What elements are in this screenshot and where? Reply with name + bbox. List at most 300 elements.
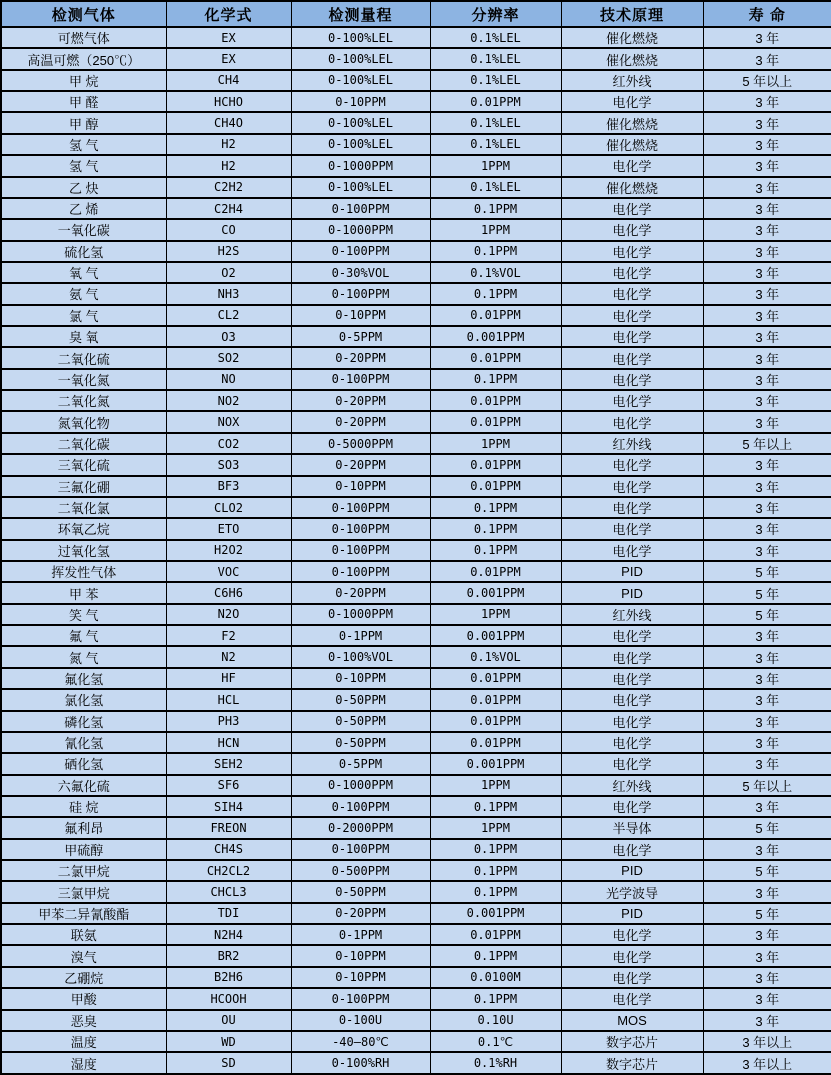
table-row [1,839,831,860]
cell-range: 0-100PPM [291,198,430,219]
cell-principle: 电化学 [561,625,703,646]
col-header-range: 检测量程 [291,1,430,27]
cell-range: 0-10PPM [291,91,430,112]
cell-resolution: 0.1PPM [430,860,561,881]
table-row [1,625,831,646]
cell-gas-name: 甲 醛 [1,91,166,112]
cell-range: 0-1PPM [291,625,430,646]
cell-lifespan: 3 年 [703,347,831,368]
table-row [1,582,831,603]
cell-principle: 电化学 [561,988,703,1009]
cell-resolution: 0.1PPM [430,497,561,518]
cell-formula: CHCL3 [166,881,291,902]
cell-gas-name: 二氯甲烷 [1,860,166,881]
cell-resolution: 0.1%LEL [430,70,561,91]
cell-principle: 电化学 [561,411,703,432]
cell-formula: C6H6 [166,582,291,603]
cell-principle: 电化学 [561,753,703,774]
cell-resolution: 0.001PPM [430,326,561,347]
table-row [1,112,831,133]
cell-formula: PH3 [166,711,291,732]
table-row [1,48,831,69]
cell-formula: O3 [166,326,291,347]
cell-principle: 光学波导 [561,881,703,902]
cell-formula: EX [166,48,291,69]
cell-principle: 数字芯片 [561,1031,703,1052]
cell-lifespan: 3 年 [703,497,831,518]
table-row [1,27,831,48]
table-row [1,860,831,881]
cell-formula: CL2 [166,305,291,326]
cell-resolution: 1PPM [430,155,561,176]
cell-range: 0-50PPM [291,881,430,902]
cell-principle: 电化学 [561,668,703,689]
cell-formula: CH2CL2 [166,860,291,881]
cell-principle: PID [561,903,703,924]
cell-lifespan: 3 年 [703,262,831,283]
cell-lifespan: 5 年以上 [703,70,831,91]
cell-resolution: 0.1PPM [430,283,561,304]
cell-formula: CH4 [166,70,291,91]
table-row [1,198,831,219]
table-row [1,70,831,91]
cell-lifespan: 3 年 [703,283,831,304]
cell-resolution: 0.01PPM [430,732,561,753]
cell-gas-name: 硅 烷 [1,796,166,817]
cell-principle: 催化燃烧 [561,134,703,155]
cell-gas-name: 氟 气 [1,625,166,646]
cell-gas-name: 二氧化碳 [1,433,166,454]
table-row [1,668,831,689]
cell-resolution: 0.1%LEL [430,134,561,155]
cell-gas-name: 甲 烷 [1,70,166,91]
cell-range: 0-100PPM [291,518,430,539]
cell-resolution: 1PPM [430,775,561,796]
cell-gas-name: 磷化氢 [1,711,166,732]
cell-resolution: 0.01PPM [430,689,561,710]
cell-gas-name: 氮 气 [1,646,166,667]
cell-principle: 电化学 [561,689,703,710]
cell-principle: 电化学 [561,518,703,539]
cell-lifespan: 3 年 [703,945,831,966]
cell-formula: N2H4 [166,924,291,945]
cell-formula: CLO2 [166,497,291,518]
cell-lifespan: 3 年 [703,390,831,411]
cell-range: 0-10PPM [291,945,430,966]
cell-range: 0-10PPM [291,476,430,497]
cell-resolution: 0.001PPM [430,625,561,646]
cell-gas-name: 一氧化氮 [1,369,166,390]
cell-gas-name: 甲 苯 [1,582,166,603]
cell-lifespan: 3 年 [703,924,831,945]
cell-gas-name: 氮氧化物 [1,411,166,432]
cell-principle: 电化学 [561,198,703,219]
cell-principle: 电化学 [561,497,703,518]
cell-resolution: 0.1PPM [430,518,561,539]
cell-range: 0-100PPM [291,369,430,390]
cell-lifespan: 5 年 [703,860,831,881]
cell-principle: PID [561,582,703,603]
cell-range: 0-100%LEL [291,70,430,91]
cell-lifespan: 3 年 [703,27,831,48]
table-row [1,881,831,902]
cell-gas-name: 二氧化氮 [1,390,166,411]
table-row [1,711,831,732]
cell-lifespan: 3 年 [703,988,831,1009]
cell-range: 0-5PPM [291,753,430,774]
cell-range: 0-50PPM [291,711,430,732]
cell-principle: 半导体 [561,817,703,838]
table-row [1,497,831,518]
table-row [1,561,831,582]
table-row [1,134,831,155]
cell-gas-name: 过氧化氢 [1,540,166,561]
cell-lifespan: 3 年 [703,454,831,475]
cell-range: 0-20PPM [291,454,430,475]
cell-principle: 电化学 [561,369,703,390]
cell-formula: EX [166,27,291,48]
table-row [1,646,831,667]
table-row [1,91,831,112]
cell-formula: CH4S [166,839,291,860]
table-row [1,1052,831,1074]
cell-formula: CO [166,219,291,240]
cell-formula: OU [166,1010,291,1031]
cell-gas-name: 溴气 [1,945,166,966]
cell-gas-name: 氟利昂 [1,817,166,838]
cell-gas-name: 氟化氢 [1,668,166,689]
cell-gas-name: 臭 氧 [1,326,166,347]
cell-resolution: 0.1%LEL [430,27,561,48]
cell-gas-name: 氯 气 [1,305,166,326]
cell-principle: 电化学 [561,91,703,112]
table-row [1,518,831,539]
table-row [1,326,831,347]
cell-principle: MOS [561,1010,703,1031]
cell-lifespan: 3 年 [703,241,831,262]
cell-range: 0-100PPM [291,497,430,518]
cell-gas-name: 乙 烯 [1,198,166,219]
cell-formula: NO [166,369,291,390]
cell-gas-name: 氰化氢 [1,732,166,753]
cell-lifespan: 3 年 [703,219,831,240]
cell-formula: O2 [166,262,291,283]
cell-resolution: 0.01PPM [430,390,561,411]
cell-resolution: 0.01PPM [430,305,561,326]
cell-range: 0-100%RH [291,1052,430,1074]
cell-gas-name: 硫化氢 [1,241,166,262]
table-row [1,369,831,390]
cell-resolution: 0.001PPM [430,903,561,924]
cell-formula: NOX [166,411,291,432]
cell-principle: 电化学 [561,219,703,240]
cell-principle: 电化学 [561,732,703,753]
cell-range: 0-10PPM [291,967,430,988]
cell-resolution: 0.1℃ [430,1031,561,1052]
cell-resolution: 0.001PPM [430,753,561,774]
cell-lifespan: 3 年 [703,753,831,774]
cell-principle: 电化学 [561,305,703,326]
cell-range: 0-1PPM [291,924,430,945]
cell-formula: SO2 [166,347,291,368]
cell-lifespan: 3 年 [703,646,831,667]
cell-principle: 电化学 [561,283,703,304]
cell-resolution: 0.01PPM [430,91,561,112]
cell-principle: 催化燃烧 [561,48,703,69]
cell-gas-name: 高温可燃（250℃） [1,48,166,69]
cell-principle: 电化学 [561,924,703,945]
cell-resolution: 1PPM [430,817,561,838]
cell-principle: 电化学 [561,454,703,475]
cell-lifespan: 3 年 [703,839,831,860]
table-row [1,732,831,753]
cell-lifespan: 3 年以上 [703,1031,831,1052]
table-row [1,155,831,176]
cell-principle: 电化学 [561,646,703,667]
cell-lifespan: 5 年 [703,582,831,603]
cell-resolution: 0.1PPM [430,881,561,902]
cell-range: 0-10PPM [291,305,430,326]
cell-principle: 电化学 [561,326,703,347]
col-header-principle: 技术原理 [561,1,703,27]
cell-resolution: 0.1PPM [430,988,561,1009]
cell-gas-name: 甲酸 [1,988,166,1009]
cell-range: 0-100PPM [291,241,430,262]
table-row [1,411,831,432]
cell-principle: 红外线 [561,775,703,796]
table-row [1,817,831,838]
cell-range: 0-1000PPM [291,604,430,625]
table-row [1,796,831,817]
cell-gas-name: 六氟化硫 [1,775,166,796]
cell-formula: BR2 [166,945,291,966]
cell-formula: H2 [166,134,291,155]
table-row [1,1010,831,1031]
cell-lifespan: 3 年 [703,91,831,112]
cell-principle: PID [561,561,703,582]
cell-formula: H2O2 [166,540,291,561]
cell-principle: 电化学 [561,945,703,966]
cell-range: 0-100PPM [291,839,430,860]
cell-principle: 电化学 [561,347,703,368]
cell-resolution: 0.1%LEL [430,48,561,69]
cell-principle: 电化学 [561,155,703,176]
cell-gas-name: 环氧乙烷 [1,518,166,539]
cell-formula: FREON [166,817,291,838]
cell-resolution: 0.1PPM [430,241,561,262]
cell-resolution: 0.1PPM [430,796,561,817]
cell-principle: 催化燃烧 [561,27,703,48]
cell-lifespan: 3 年 [703,711,831,732]
cell-range: 0-20PPM [291,903,430,924]
cell-gas-name: 笑 气 [1,604,166,625]
cell-formula: HF [166,668,291,689]
cell-range: 0-20PPM [291,390,430,411]
cell-resolution: 0.01PPM [430,454,561,475]
cell-formula: H2 [166,155,291,176]
cell-gas-name: 氢 气 [1,155,166,176]
cell-principle: 催化燃烧 [561,177,703,198]
table-row [1,433,831,454]
table-row [1,241,831,262]
cell-lifespan: 3 年 [703,305,831,326]
cell-resolution: 0.001PPM [430,582,561,603]
cell-resolution: 0.1%LEL [430,177,561,198]
table-row [1,283,831,304]
table-row [1,540,831,561]
cell-resolution: 0.1%LEL [430,112,561,133]
cell-resolution: 0.1PPM [430,839,561,860]
cell-formula: SEH2 [166,753,291,774]
table-row [1,1031,831,1052]
cell-range: 0-20PPM [291,411,430,432]
cell-resolution: 0.1%RH [430,1052,561,1074]
cell-range: 0-100%LEL [291,112,430,133]
cell-resolution: 1PPM [430,433,561,454]
cell-formula: C2H2 [166,177,291,198]
cell-resolution: 0.01PPM [430,347,561,368]
cell-lifespan: 3 年 [703,369,831,390]
cell-formula: H2S [166,241,291,262]
cell-range: 0-100%LEL [291,134,430,155]
cell-gas-name: 氧 气 [1,262,166,283]
cell-principle: 红外线 [561,433,703,454]
table-row [1,988,831,1009]
table-row [1,604,831,625]
cell-formula: BF3 [166,476,291,497]
col-header-formula: 化学式 [166,1,291,27]
cell-range: 0-20PPM [291,347,430,368]
cell-resolution: 0.01PPM [430,561,561,582]
cell-range: 0-50PPM [291,689,430,710]
table-row [1,454,831,475]
cell-lifespan: 3 年 [703,155,831,176]
table-row [1,753,831,774]
cell-lifespan: 3 年 [703,540,831,561]
cell-lifespan: 3 年 [703,476,831,497]
cell-principle: 电化学 [561,796,703,817]
cell-lifespan: 5 年 [703,817,831,838]
cell-gas-name: 甲 醇 [1,112,166,133]
cell-gas-name: 联氨 [1,924,166,945]
cell-gas-name: 乙硼烷 [1,967,166,988]
cell-formula: NO2 [166,390,291,411]
cell-formula: SD [166,1052,291,1074]
cell-gas-name: 温度 [1,1031,166,1052]
cell-formula: TDI [166,903,291,924]
cell-lifespan: 3 年 [703,689,831,710]
header-row [1,1,831,27]
cell-lifespan: 3 年 [703,1010,831,1031]
col-header-gas-name: 检测气体 [1,1,166,27]
cell-resolution: 0.1PPM [430,540,561,561]
cell-gas-name: 二氧化硫 [1,347,166,368]
cell-principle: 电化学 [561,241,703,262]
cell-gas-name: 硒化氢 [1,753,166,774]
cell-gas-name: 三氯甲烷 [1,881,166,902]
cell-range: 0-1000PPM [291,155,430,176]
cell-gas-name: 乙 炔 [1,177,166,198]
cell-gas-name: 甲硫醇 [1,839,166,860]
table-row [1,177,831,198]
cell-resolution: 0.1%VOL [430,646,561,667]
cell-resolution: 0.1PPM [430,369,561,390]
cell-range: 0-1000PPM [291,775,430,796]
cell-formula: N2O [166,604,291,625]
cell-resolution: 0.01PPM [430,668,561,689]
cell-range: 0-10PPM [291,668,430,689]
cell-formula: NH3 [166,283,291,304]
cell-formula: C2H4 [166,198,291,219]
cell-gas-name: 三氧化硫 [1,454,166,475]
cell-formula: SO3 [166,454,291,475]
cell-resolution: 0.01PPM [430,924,561,945]
cell-formula: N2 [166,646,291,667]
cell-lifespan: 3 年 [703,668,831,689]
cell-range: 0-5000PPM [291,433,430,454]
table-row [1,347,831,368]
cell-lifespan: 3 年 [703,518,831,539]
cell-formula: HCOOH [166,988,291,1009]
cell-lifespan: 3 年 [703,48,831,69]
cell-lifespan: 3 年 [703,177,831,198]
cell-resolution: 0.0100M [430,967,561,988]
cell-gas-name: 可燃气体 [1,27,166,48]
cell-principle: 电化学 [561,711,703,732]
cell-range: 0-100U [291,1010,430,1031]
cell-range: 0-100PPM [291,283,430,304]
table-row [1,219,831,240]
cell-lifespan: 3 年 [703,967,831,988]
cell-formula: HCHO [166,91,291,112]
cell-resolution: 1PPM [430,604,561,625]
cell-gas-name: 甲苯二异氰酸酯 [1,903,166,924]
cell-range: 0-100PPM [291,988,430,1009]
table-row [1,903,831,924]
cell-range: 0-100%LEL [291,27,430,48]
cell-gas-name: 挥发性气体 [1,561,166,582]
table-body [1,27,831,1074]
cell-lifespan: 3 年 [703,881,831,902]
cell-formula: B2H6 [166,967,291,988]
cell-formula: HCL [166,689,291,710]
table-row [1,775,831,796]
cell-resolution: 0.1PPM [430,945,561,966]
cell-gas-name: 三氟化硼 [1,476,166,497]
cell-range: 0-30%VOL [291,262,430,283]
cell-gas-name: 一氧化碳 [1,219,166,240]
cell-formula: SIH4 [166,796,291,817]
cell-gas-name: 二氧化氯 [1,497,166,518]
cell-range: 0-100PPM [291,561,430,582]
cell-formula: ETO [166,518,291,539]
cell-range: 0-500PPM [291,860,430,881]
cell-resolution: 1PPM [430,219,561,240]
cell-formula: WD [166,1031,291,1052]
cell-lifespan: 5 年以上 [703,433,831,454]
cell-principle: 红外线 [561,70,703,91]
cell-resolution: 0.01PPM [430,711,561,732]
cell-range: 0-5PPM [291,326,430,347]
cell-gas-name: 恶臭 [1,1010,166,1031]
cell-gas-name: 氯化氢 [1,689,166,710]
table-row [1,390,831,411]
cell-lifespan: 3 年 [703,625,831,646]
cell-principle: 电化学 [561,540,703,561]
cell-lifespan: 3 年 [703,326,831,347]
cell-lifespan: 5 年以上 [703,775,831,796]
cell-formula: CH4O [166,112,291,133]
